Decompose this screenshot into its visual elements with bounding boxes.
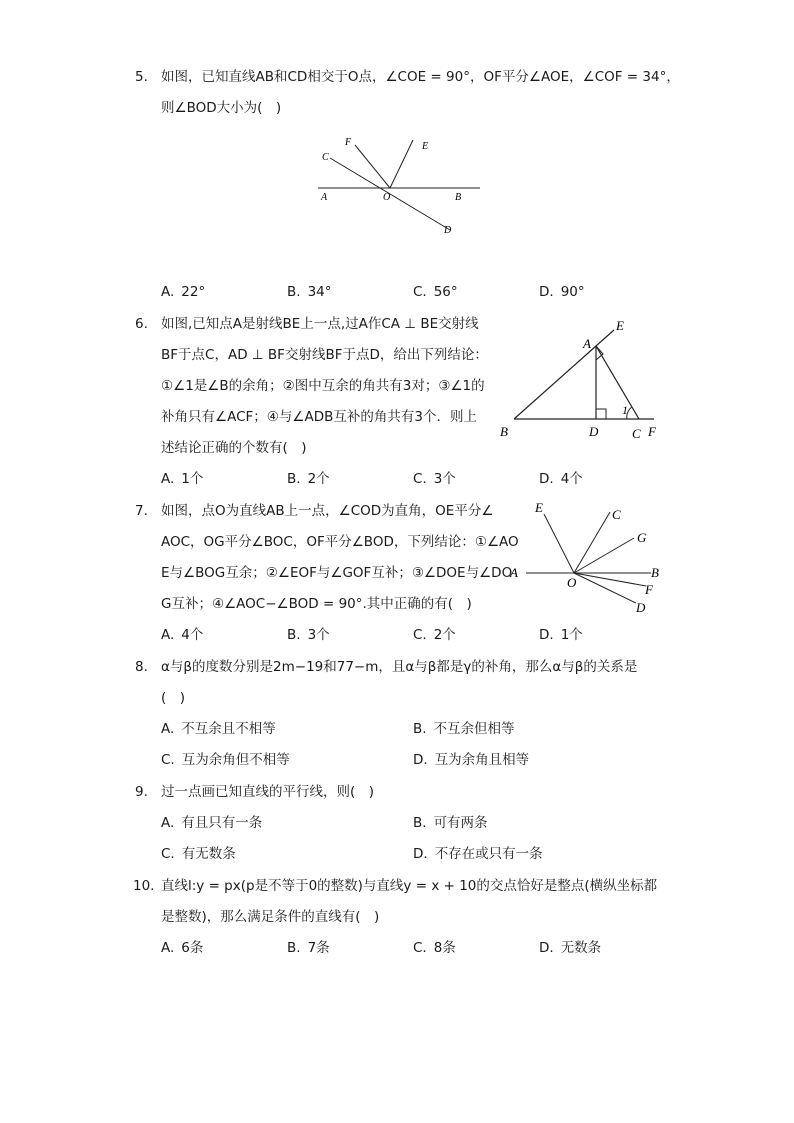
option-label: D. xyxy=(539,940,554,956)
option-label: B. xyxy=(413,815,427,831)
label-f: F xyxy=(345,137,352,148)
option-text: 34° xyxy=(307,284,332,300)
label-b: B xyxy=(500,424,508,439)
option-text: 4个 xyxy=(560,471,583,487)
option-d[interactable] xyxy=(539,626,583,644)
question-text: 过一点画已知直线的平行线，则( ) xyxy=(161,784,375,800)
option-text: 1个 xyxy=(560,627,583,643)
label-f: F xyxy=(648,424,656,439)
option-a[interactable] xyxy=(161,283,205,301)
question-text: BF于点C，AD ⊥ BF交射线BF于点D，给出下列结论： xyxy=(161,347,488,363)
option-c[interactable] xyxy=(161,751,290,769)
label-e: E xyxy=(422,141,429,152)
label-o: O xyxy=(383,192,391,203)
angle-label: 1 xyxy=(622,403,628,417)
option-label: C. xyxy=(413,471,427,487)
option-text: 不存在或只有一条 xyxy=(434,846,543,862)
question-number: 8. xyxy=(135,659,148,675)
option-label: D. xyxy=(539,471,554,487)
question-text: E与∠BOG互余；②∠EOF与∠GOF互补；③∠DOE与∠DO xyxy=(161,565,513,581)
question-text: 是整数)，那么满足条件的直线有( ) xyxy=(161,909,380,925)
question-number: 5. xyxy=(135,69,148,85)
question-number: 10. xyxy=(133,878,155,894)
option-label: A. xyxy=(161,284,175,300)
question-text: ( ) xyxy=(161,690,186,706)
option-text: 8条 xyxy=(433,940,456,956)
option-c[interactable] xyxy=(413,283,458,301)
label-o: O xyxy=(567,575,577,590)
option-a[interactable] xyxy=(161,626,203,644)
question-text: 补角只有∠ACF；④与∠ADB互补的角共有3个．则上 xyxy=(161,409,477,425)
label-c: C xyxy=(632,426,641,441)
option-a[interactable] xyxy=(161,814,262,832)
option-text: 56° xyxy=(433,284,458,300)
option-b[interactable] xyxy=(287,470,330,488)
option-text: 2个 xyxy=(433,627,456,643)
right-triangle-figure xyxy=(496,312,671,442)
option-d[interactable] xyxy=(539,939,601,957)
option-text: 可有两条 xyxy=(433,815,488,831)
option-c[interactable] xyxy=(413,626,456,644)
question-number: 9. xyxy=(135,784,148,800)
question-text: 直线l:y = px(p是不等于0的整数)与直线y = x + 10的交点恰好是整点(横纵坐标都 xyxy=(161,878,658,894)
option-text: 无数条 xyxy=(560,940,602,956)
label-a: A xyxy=(321,192,328,203)
option-label: A. xyxy=(161,940,175,956)
rays-figure xyxy=(506,497,676,622)
question-text: ①∠1是∠B的余角；②图中互余的角共有3对；③∠1的 xyxy=(161,378,485,394)
question-text: G互补；④∠AOC−∠BOD = 90°.其中正确的有( ) xyxy=(161,596,472,612)
option-label: D. xyxy=(539,284,554,300)
option-c[interactable] xyxy=(413,470,456,488)
option-label: A. xyxy=(161,815,175,831)
option-label: B. xyxy=(287,284,301,300)
option-label: D. xyxy=(413,752,428,768)
option-d[interactable] xyxy=(413,751,529,769)
option-label: C. xyxy=(161,752,175,768)
option-a[interactable] xyxy=(161,470,203,488)
option-label: A. xyxy=(161,721,175,737)
option-label: C. xyxy=(413,284,427,300)
question-text: 如图，点O为直线AB上一点，∠COD为直角，OE平分∠ xyxy=(161,503,494,519)
option-d[interactable] xyxy=(413,845,543,863)
option-b[interactable] xyxy=(413,720,515,738)
label-a: A xyxy=(510,565,518,580)
option-text: 1个 xyxy=(181,471,204,487)
option-b[interactable] xyxy=(413,814,488,832)
option-label: B. xyxy=(413,721,427,737)
label-g: G xyxy=(637,530,647,545)
option-label: B. xyxy=(287,940,301,956)
question-number: 6. xyxy=(135,316,148,332)
option-b[interactable] xyxy=(287,939,330,957)
question-text: 如图，已知直线AB和CD相交于O点，∠COE = 90°，OF平分∠AOE，∠COF = 34°， xyxy=(161,69,680,85)
option-text: 互为余角但不相等 xyxy=(181,752,290,768)
label-b: B xyxy=(651,565,659,580)
option-text: 3个 xyxy=(433,471,456,487)
option-text: 4个 xyxy=(181,627,204,643)
question-text: 则∠BOD大小为( ) xyxy=(161,100,282,116)
label-d: D xyxy=(636,600,646,615)
option-c[interactable] xyxy=(413,939,456,957)
question-text: 述结论正确的个数有( ) xyxy=(161,440,307,456)
option-b[interactable] xyxy=(287,283,332,301)
label-c: C xyxy=(612,507,621,522)
option-label: C. xyxy=(161,846,175,862)
option-label: D. xyxy=(539,627,554,643)
intersecting-lines-figure xyxy=(310,130,490,240)
option-label: C. xyxy=(413,940,427,956)
option-label: B. xyxy=(287,471,301,487)
option-d[interactable] xyxy=(539,470,583,488)
label-f: F xyxy=(645,582,653,597)
option-text: 不互余且不相等 xyxy=(181,721,276,737)
option-label: B. xyxy=(287,627,301,643)
label-e: E xyxy=(535,500,543,515)
option-text: 6条 xyxy=(181,940,204,956)
question-text: AOC，OG平分∠BOC，OF平分∠BOD，下列结论：①∠AO xyxy=(161,534,519,550)
label-d: D xyxy=(589,424,599,439)
option-label: C. xyxy=(413,627,427,643)
question-text: α与β的度数分别是2m−19和77−m，且α与β都是γ的补角，那么α与β的关系是 xyxy=(161,659,638,675)
label-a: A xyxy=(583,336,591,351)
option-a[interactable] xyxy=(161,939,203,957)
option-text: 互为余角且相等 xyxy=(434,752,530,768)
label-e: E xyxy=(616,318,624,333)
option-text: 不互余但相等 xyxy=(433,721,515,737)
option-text: 有且只有一条 xyxy=(181,815,263,831)
label-d: D xyxy=(444,225,452,236)
option-text: 3个 xyxy=(307,627,330,643)
option-text: 90° xyxy=(560,284,585,300)
label-c: C xyxy=(322,152,329,163)
option-label: A. xyxy=(161,471,175,487)
question-text: 如图,已知点A是射线BE上一点,过A作CA ⊥ BE交射线 xyxy=(161,316,479,332)
question-number: 7. xyxy=(135,503,148,519)
option-c[interactable] xyxy=(161,845,236,863)
label-b: B xyxy=(455,192,462,203)
option-label: D. xyxy=(413,846,428,862)
option-d[interactable] xyxy=(539,283,585,301)
option-text: 22° xyxy=(181,284,206,300)
option-text: 2个 xyxy=(307,471,330,487)
option-a[interactable] xyxy=(161,720,276,738)
option-b[interactable] xyxy=(287,626,330,644)
option-text: 7条 xyxy=(307,940,330,956)
option-text: 有无数条 xyxy=(181,846,236,862)
option-label: A. xyxy=(161,627,175,643)
